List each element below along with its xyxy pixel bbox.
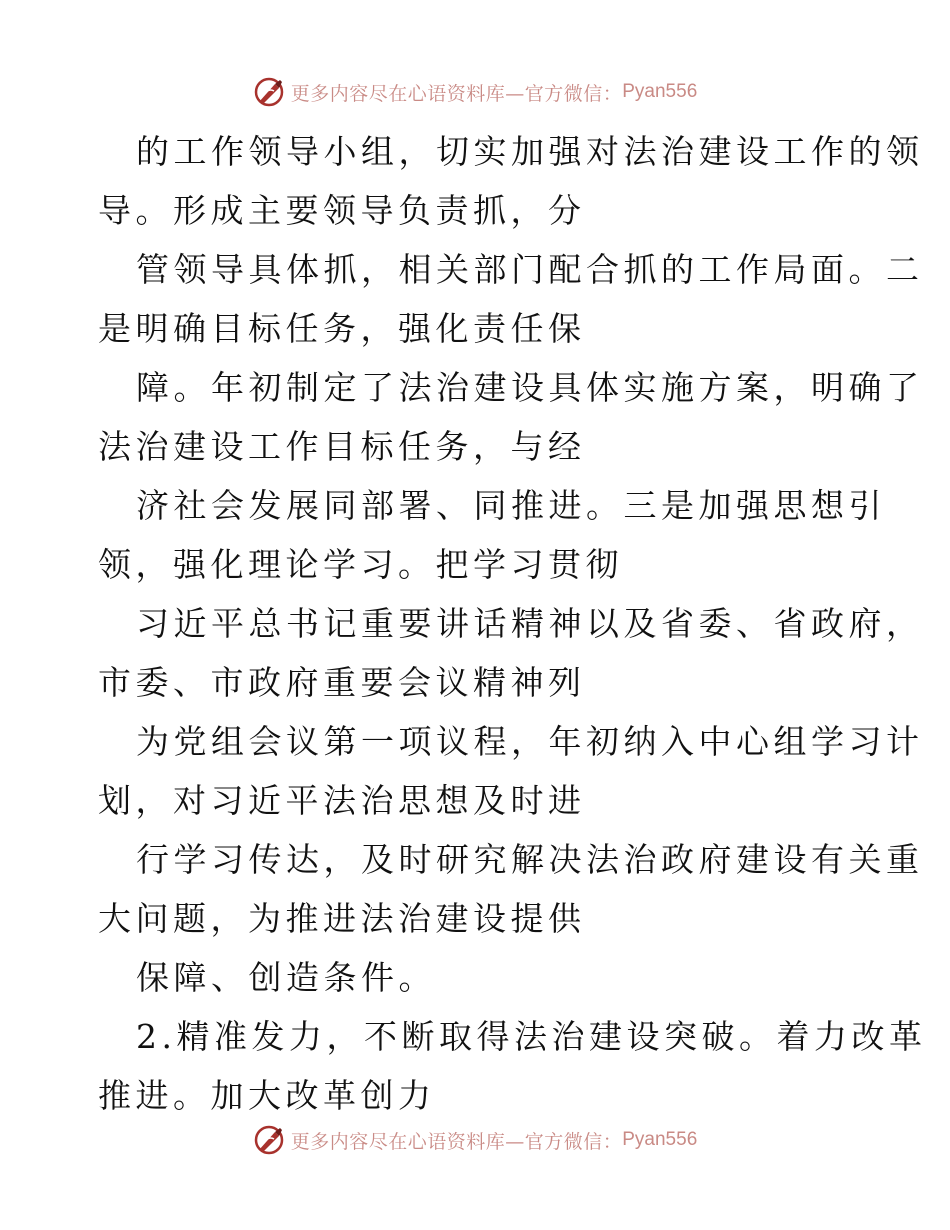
text-line: 是明确目标任务，强化责任保: [98, 309, 586, 348]
text-line: 济社会发展同部署、同推进。三是加强思想引: [136, 486, 886, 525]
text-line: 大问题，为推进法治建设提供: [98, 899, 586, 938]
header-watermark-id: Pyan556: [622, 81, 698, 102]
text-line: 管领导具体抓，相关部门配合抓的工作局面。二: [136, 250, 924, 289]
text-line: 为党组会议第一项议程，年初纳入中心组学习计: [136, 722, 924, 761]
text-line: 行学习传达，及时研究解决法治政府建设有关重: [136, 840, 924, 879]
pen-logo-icon: [253, 1124, 285, 1156]
text-line: 保障、创造条件。: [136, 958, 436, 997]
text-line: 市委、市政府重要会议精神列: [98, 663, 586, 702]
text-line: 导。形成主要领导负责抓，分: [98, 191, 586, 230]
text-line: 2.精准发力，不断取得法治建设突破。着力改革: [136, 1017, 927, 1056]
text-line: 领，强化理论学习。把学习贯彻: [98, 545, 623, 584]
footer-watermark: [0, 1120, 950, 1160]
text-line: 的工作领导小组，切实加强对法治建设工作的领: [136, 132, 924, 171]
text-line: 法治建设工作目标任务，与经: [98, 427, 586, 466]
text-line: 划，对习近平法治思想及时进: [98, 781, 586, 820]
text-line: 习近平总书记重要讲话精神以及省委、省政府，: [136, 604, 924, 643]
header-watermark-text: 更多内容尽在心语资料库—官方微信：: [290, 82, 623, 105]
footer-watermark-text: 更多内容尽在心语资料库—官方微信：: [290, 1130, 623, 1153]
document-body: [98, 122, 927, 1125]
footer-watermark-id: Pyan556: [622, 1129, 698, 1150]
header-watermark: [0, 72, 950, 112]
text-line: 障。年初制定了法治建设具体实施方案，明确了: [136, 368, 924, 407]
pen-logo-icon: [253, 76, 285, 108]
text-line: 推进。加大改革创力: [98, 1076, 436, 1115]
